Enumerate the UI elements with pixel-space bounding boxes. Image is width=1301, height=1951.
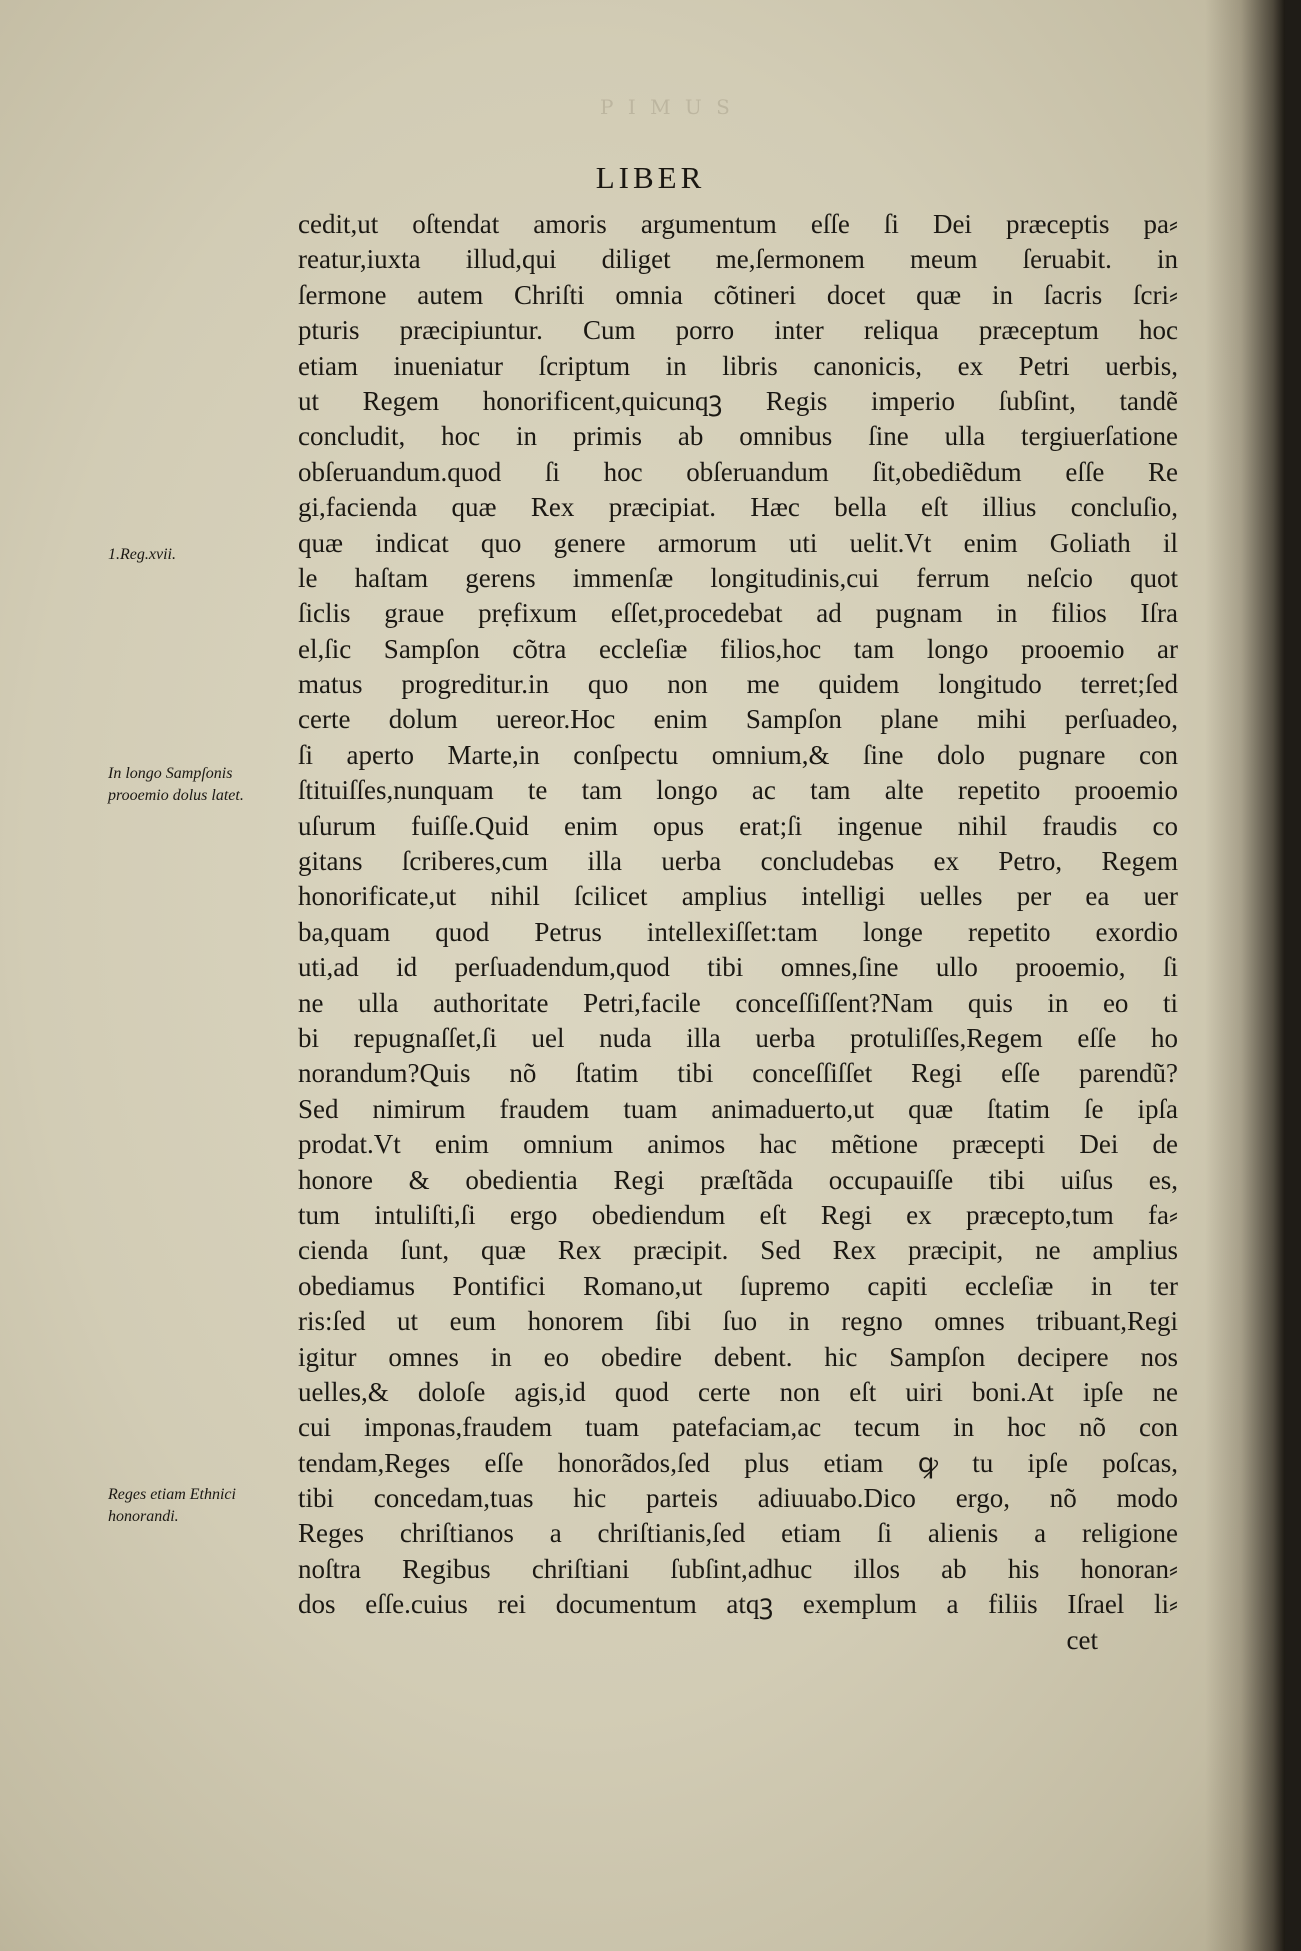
text-line: ſermone autem Chriſti omnia cõtineri docet quæ in ſacris ſcri⸗ bbox=[298, 279, 1178, 310]
text-line: Reges chriſtianos a chriſtianis,ſed etiam ſi alienis a religione bbox=[298, 1518, 1178, 1549]
margin-note-1 bbox=[108, 544, 283, 566]
margin-note-line: honorandi. bbox=[108, 1508, 179, 1525]
margin-note-3 bbox=[108, 1484, 283, 1528]
text-line: gitans ſcriberes,cum illa uerba concludebas ex Petro, Regem bbox=[298, 846, 1178, 877]
bleed-through-text: P I M U S bbox=[600, 95, 734, 119]
text-line: tibi concedam,tuas hic parteis adiuuabo.Dico ergo, nõ modo bbox=[298, 1483, 1178, 1514]
text-line: uelles,& doloſe agis,id quod certe non eſt uiri boni.At ipſe ne bbox=[298, 1376, 1178, 1407]
text-line: dos eſſe.cuius rei documentum atqꝫ exemplum a filiis Iſrael li⸗ bbox=[298, 1589, 1178, 1620]
text-line: noſtra Regibus chriſtiani ſubſint,adhuc illos ab his honoran⸗ bbox=[298, 1553, 1178, 1584]
text-line: bi repugnaſſet,ſi uel nuda illa uerba protuliſſes,Regem eſſe ho bbox=[298, 1022, 1178, 1053]
text-line: honorificate,ut nihil ſcilicet amplius intelligi uelles per ea uer bbox=[298, 881, 1178, 912]
catchword: cet bbox=[1066, 1624, 1098, 1655]
text-line: prodat.Vt enim omnium animos hac mẽtione præcepti Dei de bbox=[298, 1129, 1178, 1160]
text-line: concludit, hoc in primis ab omnibus ſine ulla tergiuerſatione bbox=[298, 421, 1178, 452]
margin-note-line: 1.Reg.xvii. bbox=[108, 546, 176, 563]
running-head: LIBER bbox=[595, 160, 706, 195]
text-line: cedit,ut oſtendat amoris argumentum eſſe ſi Dei præceptis pa⸗ bbox=[298, 209, 1178, 239]
text-line: cui imponas,fraudem tuam patefaciam,ac tecum in hoc nõ con bbox=[298, 1412, 1178, 1443]
text-line: obſeruandum.quod ſi hoc obſeruandum ſit,obediẽdum eſſe Re bbox=[298, 456, 1178, 487]
text-line: uti,ad id perſuadendum,quod tibi omnes,ſine ullo prooemio, ſi bbox=[298, 952, 1178, 983]
text-line: ne ulla authoritate Petri,facile conceſſiſſent?Nam quis in eo ti bbox=[298, 987, 1178, 1018]
text-line: reatur,iuxta illud,qui diliget me,ſermonem meum ſeruabit. in bbox=[298, 244, 1178, 275]
text-line: ſtituiſſes,nunquam te tam longo ac tam alte repetito prooemio bbox=[298, 775, 1178, 806]
text-line: tum intuliſti,ſi ergo obediendum eſt Regi ex præcepto,tum fa⸗ bbox=[298, 1199, 1178, 1230]
text-line: ris:ſed ut eum honorem ſibi ſuo in regno omnes tribuant,Regi bbox=[298, 1306, 1178, 1337]
margin-note-line: Reges etiam Ethnici bbox=[108, 1486, 236, 1503]
text-line: igitur omnes in eo obedire debent. hic Sampſon decipere nos bbox=[298, 1341, 1178, 1372]
text-line: ba,quam quod Petrus intellexiſſet:tam longe repetito exordio bbox=[298, 916, 1178, 947]
text-line: uſurum fuiſſe.Quid enim opus erat;ſi ingenue nihil fraudis co bbox=[298, 810, 1178, 841]
text-line: etiam inueniatur ſcriptum in libris canonicis, ex Petri uerbis, bbox=[298, 350, 1178, 381]
text-line: Sed nimirum fraudem tuam animaduerto,ut quæ ſtatim ſe ipſa bbox=[298, 1093, 1178, 1124]
text-line: certe dolum uereor.Hoc enim Sampſon plane mihi perſuadeo, bbox=[298, 704, 1178, 735]
text-line: obediamus Pontifici Romano,ut ſupremo capiti eccleſiæ in ter bbox=[298, 1270, 1178, 1301]
text-line: ſiclis graue prẹfixum eſſet,procedebat ad pugnam in filios Iſra bbox=[298, 598, 1178, 629]
margin-note-2 bbox=[108, 763, 283, 807]
margin-note-line: In longo Sampſonis bbox=[108, 765, 233, 782]
text-line: norandum?Quis nõ ſtatim tibi conceſſiſſet Regi eſſe parendũ? bbox=[298, 1058, 1178, 1089]
spine-shadow bbox=[1205, 0, 1285, 1951]
text-line: ſi aperto Marte,in conſpectu omnium,& ſine dolo pugnare con bbox=[298, 739, 1178, 770]
body-text bbox=[298, 207, 1178, 1658]
text-line: matus progreditur.in quo non me quidem longitudo terret;ſed bbox=[298, 669, 1178, 700]
text-line: honore & obedientia Regi præſtãda occupauiſſe tibi uiſus es, bbox=[298, 1164, 1178, 1195]
text-line: le haſtam gerens immenſæ longitudinis,cui ferrum neſcio quot bbox=[298, 562, 1178, 593]
text-line: quæ indicat quo genere armorum uti uelit.Vt enim Goliath il bbox=[298, 527, 1178, 558]
text-line: cienda ſunt, quæ Rex præcipit. Sed Rex præcipit, ne amplius bbox=[298, 1235, 1178, 1266]
text-line: el,ſic Sampſon cõtra eccleſiæ filios,hoc tam longo prooemio ar bbox=[298, 633, 1178, 664]
text-line: gi,facienda quæ Rex præcipiat. Hæc bella eſt illius concluſio, bbox=[298, 492, 1178, 523]
text-line: tendam,Reges eſſe honorãdos,ſed plus etiam ꝙ tu ipſe poſcas, bbox=[298, 1447, 1178, 1478]
margin-note-line: prooemio dolus latet. bbox=[108, 787, 244, 804]
text-line: pturis præcipiuntur. Cum porro inter reliqua præceptum hoc bbox=[298, 315, 1178, 346]
text-line: ut Regem honorificent,quicunqꝫ Regis imperio ſubſint, tandẽ bbox=[298, 385, 1178, 416]
